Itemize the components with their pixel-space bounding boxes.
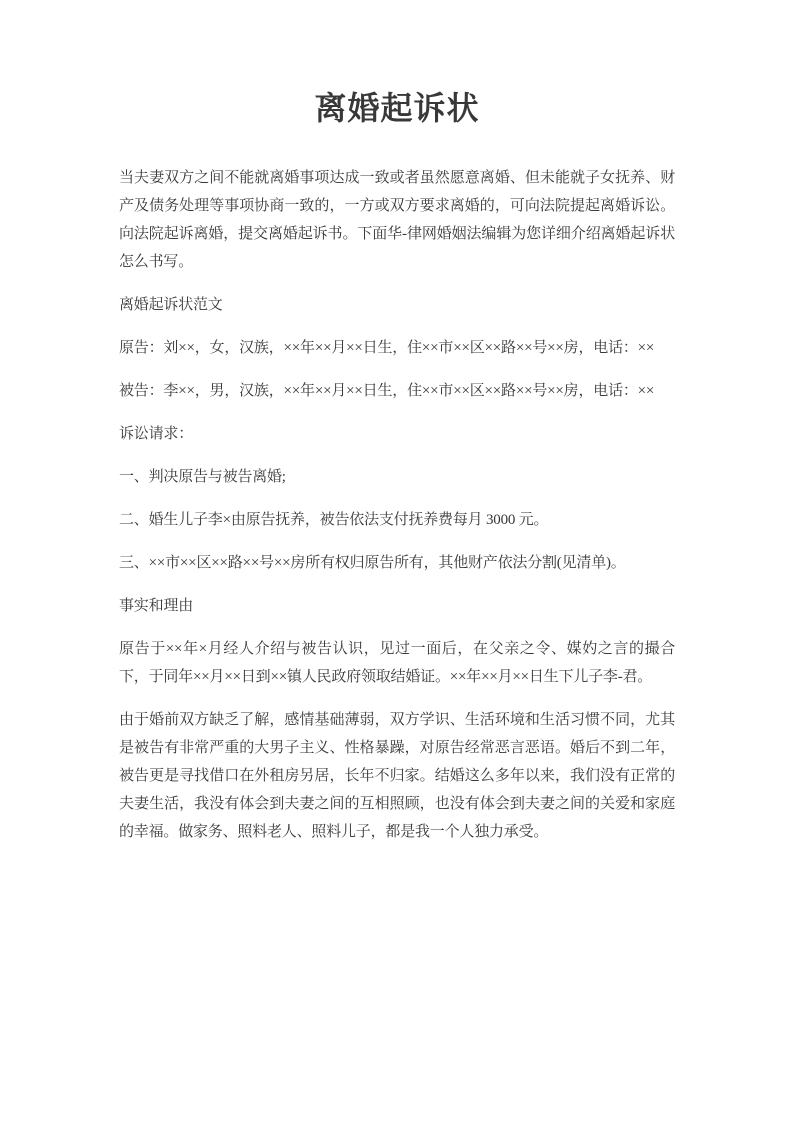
heading-sample-label: 离婚起诉状范文 bbox=[119, 296, 223, 313]
claim-item-1: 一、判决原告与被告离婚; bbox=[119, 468, 286, 485]
paragraph-marriage-history: 原告于××年×月经人介绍与被告认识，见过一面后，在父亲之令、媒妁之言的撮合下，于同年××月××日到××镇人民政府领取结婚证。××年××月××日生下儿子李-君。 bbox=[119, 640, 675, 685]
paragraph-marriage-problems: 由于婚前双方缺乏了解，感情基础薄弱，双方学识、生活环境和生活习惯不同，尤其是被告有非常严重的大男子主义、性格暴躁，对原告经常恶言恶语。婚后不到二年，被告更是寻找借口在外租房另居，长年不归家。结婚这么多年以来，我们没有正常的夫妻生活，我没有体会到夫妻之间的互相照顾，也没有体会到夫妻之间的关爱和家庭的幸福。做家务、照料老人、照料儿子，都是我一个人独力承受。 bbox=[119, 711, 675, 840]
heading-facts-reasons: 事实和理由 bbox=[119, 597, 194, 614]
paragraph-defendant-info: 被告：李××，男，汉族，××年××月××日生，住××市××区××路××号××房，电话：×× bbox=[119, 382, 655, 399]
claim-item-2: 二、婚生儿子李×由原告抚养，被告依法支付抚养费每月 3000 元。 bbox=[119, 511, 549, 528]
document-title: 离婚起诉状 bbox=[314, 90, 480, 126]
paragraph-intro: 当夫妻双方之间不能就离婚事项达成一致或者虽然愿意离婚、但未能就子女抚养、财产及债务处理等事项协商一致的，一方或双方要求离婚的，可向法院提起离婚诉讼。向法院起诉离婚，提交离婚起诉书。下面华-律网婚姻法编辑为您详细介绍离婚起诉状怎么书写。 bbox=[119, 169, 675, 270]
paragraph-plaintiff-info: 原告：刘××，女，汉族，××年××月××日生，住××市××区××路××号××房，电话：×× bbox=[119, 339, 655, 356]
heading-claims: 诉讼请求： bbox=[119, 425, 194, 442]
claim-item-3: 三、××市××区××路××号××房所有权归原告所有，其他财产依法分割(见清单)。 bbox=[119, 554, 626, 571]
